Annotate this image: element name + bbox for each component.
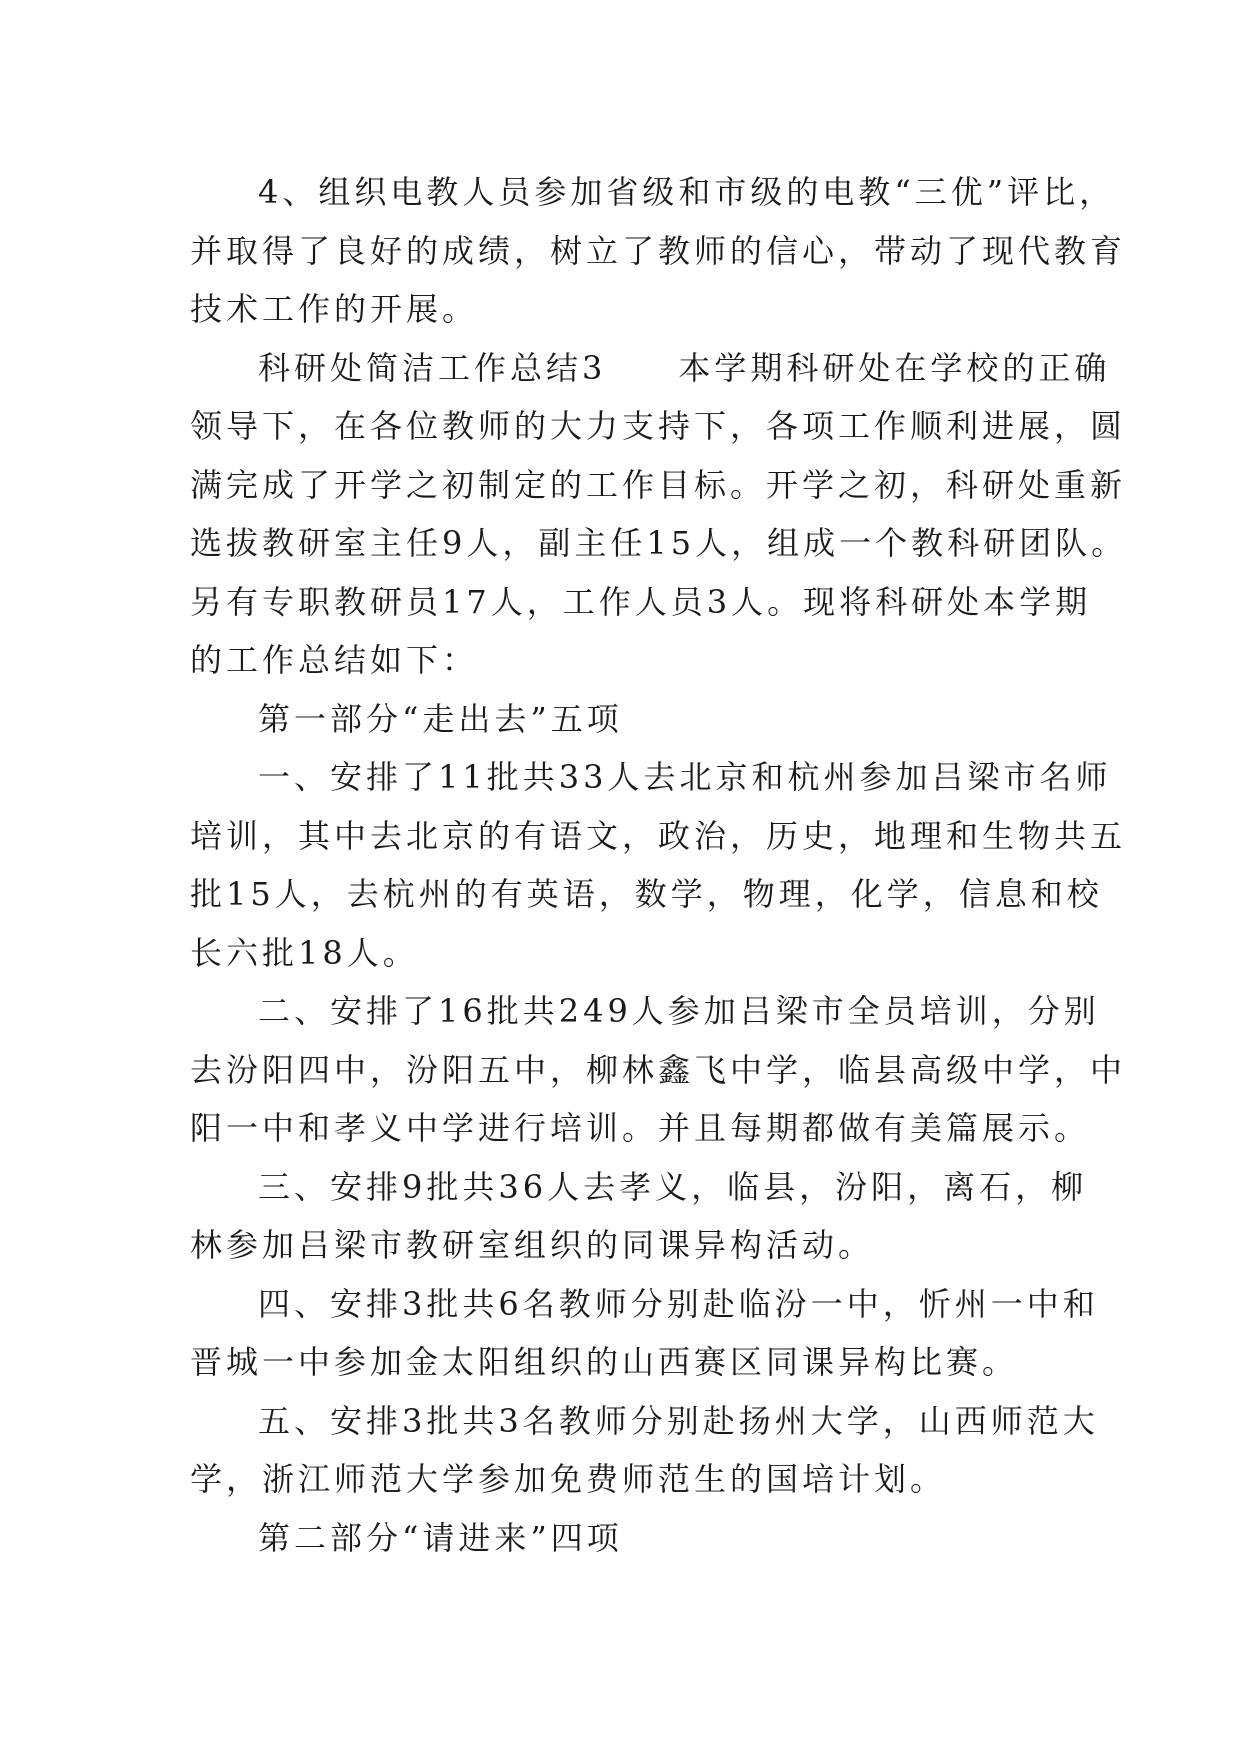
text-line: 选拔教研室主任9人，副主任15人，组成一个教科研团队。 (190, 524, 1128, 562)
text-line: 领导下，在各位教师的大力支持下，各项工作顺利进展，圆 (190, 407, 1127, 445)
text-line: 二、安排了16批共249人参加吕梁市全员培训，分别 (258, 992, 1100, 1030)
text-line: 晋城一中参加金太阳组织的山西赛区同课异构比赛。 (190, 1343, 1019, 1381)
text-line: 一、安排了11批共33人去北京和杭州参加吕梁市名师 (258, 758, 1112, 796)
text-line: 另有专职教研员17人，工作人员3人。现将科研处本学期 (190, 582, 1092, 621)
section-heading: 第二部分“请进来”四项 (258, 1518, 623, 1557)
text-line: 4、组织电教人员参加省级和市级的电教“三优”评比， (258, 173, 1116, 211)
text-line: 学，浙江师范大学参加免费师范生的国培计划。 (190, 1460, 947, 1498)
text-line: 四、安排3批共6名教师分别赴临汾一中，忻州一中和 (258, 1284, 1099, 1323)
text-line: 科研处简洁工作总结3 本学期科研处在学校的正确 (258, 348, 1111, 387)
text-line: 的工作总结如下： (190, 641, 479, 679)
section-heading: 第一部分“走出去”五项 (258, 699, 623, 738)
text-line: 五、安排3批共3名教师分别赴扬州大学，山西师范大 (258, 1401, 1099, 1440)
text-line: 培训，其中去北京的有语文，政治，历史，地理和生物共五 (190, 816, 1127, 855)
text-line: 批15人，去杭州的有英语，数学，物理，化学，信息和校 (190, 875, 1103, 913)
document-body (190, 163, 1128, 1567)
text-line: 满完成了开学之初制定的工作目标。开学之初，科研处重新 (190, 465, 1127, 504)
text-line: 林参加吕梁市教研室组织的同课异构活动。 (190, 1226, 875, 1264)
text-line: 技术工作的开展。 (190, 290, 479, 328)
text-line: 阳一中和孝义中学进行培训。并且每期都做有美篇展示。 (190, 1109, 1091, 1147)
text-line: 三、安排9批共36人去孝义，临县，汾阳，离石，柳 (258, 1167, 1088, 1206)
text-line: 长六批18人。 (190, 933, 419, 972)
text-line: 并取得了良好的成绩，树立了教师的信心，带动了现代教育 (190, 231, 1127, 270)
text-line: 去汾阳四中，汾阳五中，柳林鑫飞中学，临县高级中学，中 (190, 1050, 1127, 1089)
